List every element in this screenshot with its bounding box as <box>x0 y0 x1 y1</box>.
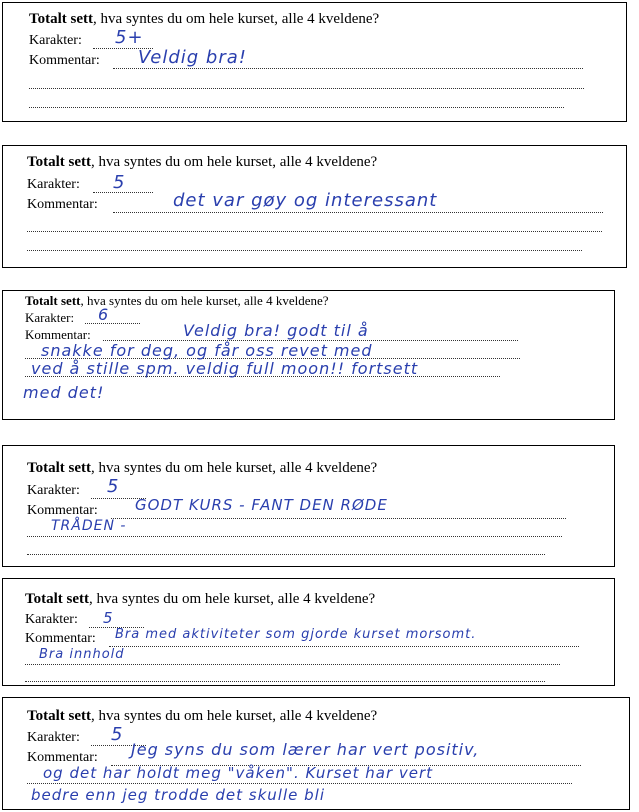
grade-label: Karakter: <box>29 33 82 48</box>
question-text: Totalt sett, hva syntes du om hele kurset, alle 4 kveldene? <box>25 293 329 308</box>
grade-value: 5 <box>111 724 124 745</box>
response-card-6 <box>2 697 630 810</box>
response-card-1 <box>2 2 627 122</box>
comment-line-1: Veldig bra! godt til å <box>183 321 369 340</box>
comment-line-2: TRÅDEN - <box>51 518 127 534</box>
grade-label: Karakter: <box>27 483 80 498</box>
comment-line-1: Veldig bra! <box>138 47 247 68</box>
grade-value: 5 <box>103 609 114 627</box>
comment-line-3: ved å stille spm. veldig full moon!! fortsett <box>31 359 419 378</box>
question-text: Totalt sett, hva syntes du om hele kurset, alle 4 kveldene? <box>27 154 378 170</box>
comment-line-3: bedre enn jeg trodde det skulle bli <box>31 786 325 804</box>
question-text: Totalt sett, hva syntes du om hele kurset, alle 4 kveldene? <box>27 460 378 476</box>
question-text: Totalt sett, hva syntes du om hele kurset, alle 4 kveldene? <box>29 11 380 27</box>
question-text: Totalt sett, hva syntes du om hele kurset, alle 4 kveldene? <box>27 708 378 724</box>
response-card-5 <box>2 578 615 686</box>
comment-label: Kommentar: <box>27 197 98 212</box>
response-card-4 <box>2 445 615 567</box>
comment-line-2: og det har holdt meg "våken". Kurset har vert <box>43 764 434 782</box>
comment-line-1: GODT KURS - FANT DEN RØDE <box>135 496 388 514</box>
grade-label: Karakter: <box>25 612 78 627</box>
grade-value: 5 <box>113 172 126 193</box>
response-card-2 <box>2 145 627 268</box>
comment-line-4: med det! <box>23 383 105 402</box>
grade-value: 5+ <box>115 27 144 48</box>
question-text: Totalt sett, hva syntes du om hele kurset, alle 4 kveldene? <box>25 591 376 607</box>
comment-label: Kommentar: <box>29 53 100 68</box>
comment-label: Kommentar: <box>25 631 96 646</box>
response-card-3 <box>2 290 615 420</box>
comment-label: Kommentar: <box>27 750 98 765</box>
comment-label: Kommentar: <box>27 503 98 518</box>
grade-label: Karakter: <box>27 730 80 745</box>
comment-label: Kommentar: <box>25 327 91 342</box>
grade-label: Karakter: <box>25 310 75 325</box>
grade-value: 5 <box>107 476 120 497</box>
comment-line-2: Bra innhold <box>39 647 125 662</box>
comment-line-1: Jeg syns du som lærer har vert positiv, <box>131 740 480 759</box>
grade-label: Karakter: <box>27 177 80 192</box>
grade-value: 6 <box>98 305 110 324</box>
comment-line-2: snakke for deg, og får oss revet med <box>41 341 373 360</box>
comment-line-1: det var gøy og interessant <box>173 190 438 211</box>
comment-line-1: Bra med aktiviteter som gjorde kurset morsomt. <box>115 627 477 642</box>
